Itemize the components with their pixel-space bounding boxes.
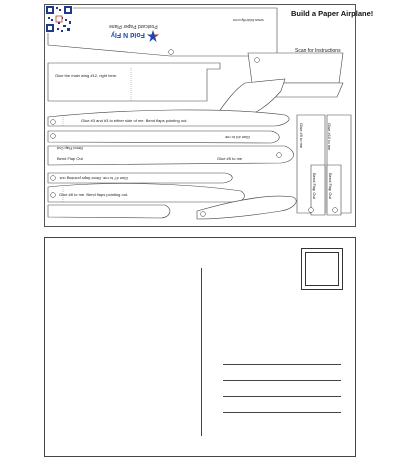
address-line-1[interactable] (223, 364, 341, 365)
model-name: Postcard Paper Plane (109, 23, 158, 29)
label-glue-e: Glue #9 to me (299, 123, 304, 149)
label-bend-3: Bend Flap Out (312, 173, 317, 199)
label-glue-d: Glue #8 to me. Bend flaps pointing out. (59, 192, 129, 197)
label-bend-2: Bend Flap Out (57, 156, 83, 161)
label-bend-4: Bend Flap Out (328, 173, 333, 199)
scan-instructions-label: Scan for Instructions (295, 48, 341, 54)
website-url: www.foldnfly.com (233, 18, 264, 23)
star-logo-icon (147, 30, 159, 42)
address-line-2[interactable] (223, 380, 341, 381)
postcard-front (44, 4, 374, 227)
stamp-inner-box (305, 252, 339, 286)
part-fuselage-top (48, 8, 277, 56)
part-tail-wing (248, 53, 343, 83)
brand-logo: Fold N Fly (111, 31, 145, 38)
label-glue-f: Glue #10 to me (327, 123, 332, 151)
label-bend-1: Bend Flap Out (57, 146, 83, 151)
address-line-3[interactable] (223, 396, 341, 397)
stamp-box (301, 248, 343, 290)
center-divider (201, 268, 202, 436)
title: Build a Paper Airplane! (291, 9, 374, 18)
label-glue-c: Glue #7 to me. Bend flaps pointing out. (59, 176, 129, 181)
qr-code-icon[interactable] (45, 5, 73, 33)
part-main-wing (48, 63, 220, 101)
address-line-4[interactable] (223, 412, 341, 413)
label-glue-a: Glue #4 to me (225, 135, 251, 140)
label-glue-main-wing: Glue the main wing #12, right here. (55, 73, 118, 78)
label-glue-b: Glue #5 to me (217, 156, 243, 161)
part-strip-3 (48, 146, 294, 165)
postcard-back (44, 237, 356, 457)
part-strip-6 (48, 205, 170, 218)
label-glue-43: Glue #3 and #3 to either side of me. Bend flaps pointing out. (81, 118, 188, 123)
